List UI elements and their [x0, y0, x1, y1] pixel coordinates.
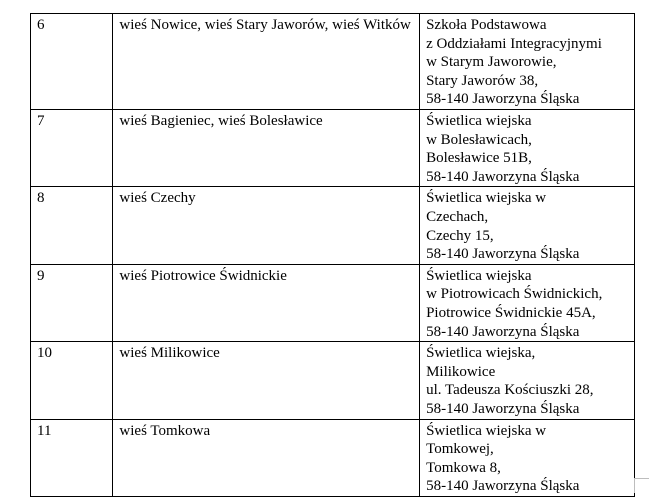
venue-line: 58-140 Jaworzyna Śląska — [426, 168, 580, 185]
districts-table — [30, 13, 635, 497]
venue-line: Czechy 15, — [426, 227, 494, 244]
venue-line: Świetlica wiejska w — [426, 422, 547, 439]
venue-line: Tomkowa 8, — [426, 459, 501, 476]
table-row — [31, 110, 635, 187]
venue-line: Szkoła Podstawowa — [426, 17, 547, 33]
venue-cell — [420, 264, 635, 341]
venue-line: Czechach, — [426, 208, 489, 225]
venue-cell — [420, 187, 635, 264]
venue-line: 58-140 Jaworzyna Śląska — [426, 246, 580, 263]
venue-cell — [420, 110, 635, 187]
venue-line: Świetlica wiejska — [426, 113, 532, 129]
venue-line: 58-140 Jaworzyna Śląska — [426, 400, 580, 417]
villages-cell: wieś Nowice, wieś Stary Jaworów, wieś Witków — [113, 14, 420, 110]
venue-line: w Piotrowicach Świdnickich, — [426, 286, 603, 303]
venue-line: Świetlica wiejska, — [426, 345, 536, 362]
villages-cell: wieś Czechy — [113, 187, 420, 264]
villages-cell: wieś Bagieniec, wieś Bolesławice — [113, 110, 420, 187]
venue-line: Świetlica wiejska w — [426, 190, 547, 207]
table-row — [31, 264, 635, 341]
table-row — [31, 342, 635, 419]
venue-line: 58-140 Jaworzyna Śląska — [426, 478, 580, 495]
venue-line: Świetlica wiejska — [426, 267, 532, 284]
venue-line: Milikowice — [426, 363, 496, 380]
venue-line: Piotrowice Świdnickie 45A, — [426, 304, 596, 321]
venue-line: z Oddziałami Integracyjnymi — [426, 35, 602, 52]
district-number-cell: 9 — [31, 264, 113, 341]
page-corner-mark — [634, 478, 649, 493]
venue-line: ul. Tadeusza Kościuszki 28, — [426, 382, 594, 399]
venue-line: Bolesławice 51B, — [426, 150, 532, 167]
villages-cell: wieś Piotrowice Świdnickie — [113, 264, 420, 341]
venue-line: Stary Jaworów 38, — [426, 72, 539, 89]
venue-cell — [420, 14, 635, 110]
venue-cell — [420, 342, 635, 419]
venue-cell — [420, 419, 635, 496]
table-row — [31, 14, 635, 110]
venue-line: Tomkowej, — [426, 441, 494, 458]
district-number-cell: 11 — [31, 419, 113, 496]
table-row — [31, 187, 635, 264]
district-number-cell: 10 — [31, 342, 113, 419]
venue-line: 58-140 Jaworzyna Śląska — [426, 91, 580, 108]
table-row — [31, 419, 635, 496]
venue-line: w Starym Jaworowie, — [426, 54, 557, 71]
district-number-cell: 7 — [31, 110, 113, 187]
villages-cell: wieś Milikowice — [113, 342, 420, 419]
villages-cell: wieś Tomkowa — [113, 419, 420, 496]
district-number-cell: 6 — [31, 14, 113, 110]
district-number-cell: 8 — [31, 187, 113, 264]
venue-line: w Bolesławicach, — [426, 131, 532, 148]
venue-line: 58-140 Jaworzyna Śląska — [426, 323, 580, 340]
